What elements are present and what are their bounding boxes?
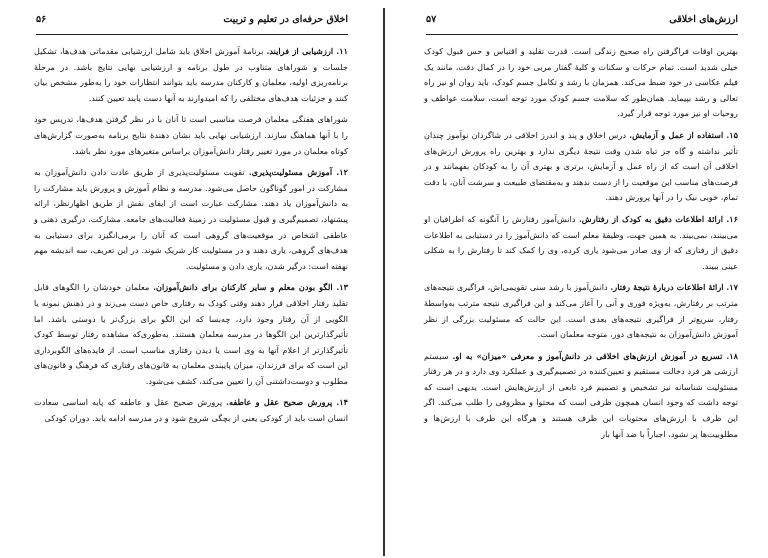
page-header xyxy=(426,14,738,32)
paragraph xyxy=(424,280,738,342)
page-header xyxy=(36,14,348,32)
paragraph-heading: تسریع در آموزش ارزش‌های اخلاقی در دانش‌آموز و معرفی «میزان» به او. xyxy=(452,350,723,361)
paragraph-number: ۱۱. xyxy=(336,46,348,56)
paragraph xyxy=(424,128,738,206)
body-text xyxy=(34,44,348,433)
paragraph-body: دانش‌آموز رفتارش را آنگونه که اطرافیان او می‌بینند، نمی‌بیند. به همین جهت، وظیفهٔ معلم است که دانش‌آموز را در دستیابی به اطلاعات دقیق از رفتاری که از وی صادر می‌شود یاری کرده، وی را کمک کند تا رفتارش را به شکلی عینی ببیند. xyxy=(424,213,738,271)
paragraph-heading: پرورش صحیح عقل و عاطفه. xyxy=(226,397,333,408)
paragraph-body: سیستم ارزشی هر فرد دخالت مستقیم و تعیین‌کننده در تصمیم‌گیری و عملکرد وی دارد و در هر رفتار مسئولیت شناسانه نیز تشخیص و تصمیم فرد تابعی از ارزش‌هایش است. بدیهی است که توجه داشت که وجود انسان همچون ظرفی است که محتوا و مظروفی را طلب می‌کند. اگر این ظرف با ارزش‌های محتویات این ظرف هستند و هرگاه این ظرف با ارزش‌ها و مطلوبیت‌ها پر نشود، اجباراً با ضد آنها بار xyxy=(424,350,738,439)
left-page xyxy=(0,0,378,558)
paragraph-body: پرورش صحیح عقل و عاطفه که پایه اساسی سعادت انسان است باید از کودکی یعنی از بچگی شروع شود و در مدرسه ادامه یابد. دوران کودکی xyxy=(34,397,348,424)
paragraph xyxy=(34,395,348,426)
header-rule xyxy=(36,34,348,35)
page-number: ۵۶ xyxy=(36,14,47,25)
book-gutter xyxy=(378,0,390,558)
paragraph-heading: ارائهٔ اطلاعات دربارهٔ نتیجهٔ رفتار. xyxy=(610,282,724,293)
paragraph xyxy=(34,112,348,159)
paragraph-number: ۱۸. xyxy=(726,350,739,361)
paragraph-body: بهترین اوقات فراگرفتن راه صحیح زندگی است. قدرت تقلید و اقتباس و حس قبول کودک خیلی شدید است. تمام حرکات و سکنات و کلیهٔ گفتار مربی خود را در کمال دقت، مانند یک فیلم عکاسی در خود ضبط می‌کند. همزمان با رشد و تکامل جسم کودک، باید روان او نیز راه تعالی و رشد بپیماید. همان‌طور که سلامت جسم کودک مورد توجه است، سلامت عواطف و روحیات او نیز مورد توجه قرار گیرد. xyxy=(424,46,738,119)
paragraph-number: ۱۲. xyxy=(336,167,349,178)
paragraph-number: ۱۷. xyxy=(726,282,739,293)
running-title: اخلاق حرفه‌ای در تعلیم و تربیت xyxy=(223,14,348,25)
gutter-line xyxy=(383,8,385,556)
paragraph xyxy=(34,44,348,106)
paragraph-heading: استفاده از عمل و آزمایش. xyxy=(629,129,724,140)
paragraph-body: برنامهٔ آموزش اخلاق باید شامل ارزشیابی مقدماتی هدف‌ها، تشکیل جلسات و شوراهای متناوب در طول برنامه و ارزشیابی نهایی نتایج باشد. در مرحلهٔ برنامه‌ریزی اولیه، معلمان و کارکنان مدرسه باید بتوانند انتظارات خود را به‌طور مشخص بیان کنند و جزئیات هدف‌های مختلفی را که امیدوارند به آنها دست یابند تعیین کنند. xyxy=(34,46,348,103)
paragraph-heading: الگو بودن معلم و سایر کارکنان برای دانش‌آموزان. xyxy=(153,282,333,293)
paragraph-body: شوراهای هفتگی معلمان فرصت مناسبی است تا آنان با در نظر گرفتن هدف‌ها، تدریس خود را با آنها هماهنگ سازند. ارزشیابی نهایی باید نشان دهندهٔ نتایج برنامه به‌صورت گزارش‌های کوتاه معلمان در مورد تغییر رفتار دانش‌آموزان براساس متغیرهای مورد نظر باشد. xyxy=(34,114,348,156)
paragraph xyxy=(424,349,738,443)
paragraph-heading: ارائهٔ اطلاعات دقیق به کودک از رفتارش. xyxy=(578,213,723,224)
running-title: ارزش‌های اخلاقی xyxy=(669,14,738,25)
body-text xyxy=(424,44,738,448)
header-rule xyxy=(426,34,738,35)
paragraph-body: دانش‌آموز با رشد سنی تقویمی‌اش، فراگیری نتیجه‌های مترتب بر رفتارش، به‌ویژه فوری و آنی را آغاز می‌کند و این فراگیری نتیجه مترتب به‌واسطهٔ رفتار، سریع‌تر از فراگیری نتیجه‌های بعدی است. این حالت که مسئولیت بزرگی از نظر آموزش دانش‌آموزان به نتیجه‌های دور، متوجه معلمان است. xyxy=(424,282,738,340)
paragraph-body: تقویت مسئولیت‌پذیری از طریق عادت دادن دانش‌آموزان به مشارکت در امور گوناگون حاصل می‌شود. مدرسه و نظام آموزش و پرورش باید مشارکت را به دانش‌آموزان یاد دهند. مشارکت عبارت است از ایفای نقش از طریق اظهارنظر، ارائه پیشنهاد، تصمیم‌گیری و قبول مسئولیت در زمینهٔ فعالیت‌های جامعه. مشارکت، درگیری ذهنی و عاطفی اشخاص در موقعیت‌های گروهی است که آنان را برمی‌انگیزد برای دستیابی به هدف‌های گروهی، یاری دهند و در مسئولیت کار شریک شوند. در این تعریف، سه اندیشه مهم نهفته است: درگیر شدن، یاری دادن و مسئولیت. xyxy=(34,167,348,271)
paragraph-body: درس اخلاق و پند و اندرز اخلاقی در شاگردان نوآموز چندان تأثیر نداشته و گاه جز تباه شدن وقت نتیجهٔ دیگری ندارد و بهترین راه پرورش ارزش‌های اخلاقی آن است که از راه عمل و آزمایش، برتری و بهتری آن را به کودکان بفهمانند و در فرصت‌های مناسب این موقعیت را از دست ندهند و به‌مقتضای طبیعت و سرشت آنان، با دقت تمام، خوبی نیک را در آنها پرورش دهند. xyxy=(424,129,738,203)
paragraph-number: ۱۵. xyxy=(726,129,738,140)
paragraph-number: ۱۶. xyxy=(726,213,738,224)
paragraph-body: معلمان خودشان را الگوهای قابل تقلید رفتار اخلاقی قرار دهند وقتی کودک به رفتاری خاص دست می‌زند و در ذهنش نمونه یا الگویی از آن رفتار وجود دارد، چه‌بسا که این الگو برای بزرگ‌تر یا دوستی باشد. اما تأثیرگذارترین این الگوها در مدرسه معلمان هستند. به‌طوری‌که مشاهده رفتار توسط کودک تأثیرگذارتر از اعلام آنها به وی است یا دیدن رفتاری مناسب است. از فایده‌های الگوبرداری این است که برای فرزندان، میزان پایبندی معلمان به قانون‌های رفتاری که فرهنگ و قانون‌های مطلوب و دوست‌داشتنی آن را تعیین می‌کند، کشف می‌شود. xyxy=(34,282,348,386)
paragraph xyxy=(424,212,738,274)
paragraph xyxy=(34,280,348,389)
paragraph-heading: آموزش مسئولیت‌پذیری. xyxy=(248,167,333,178)
page-number: ۵۷ xyxy=(426,14,437,25)
paragraph-number: ۱۴. xyxy=(336,397,348,408)
paragraph xyxy=(424,44,738,122)
paragraph-heading: ارزشیابی از فرایند. xyxy=(266,46,334,56)
paragraph xyxy=(34,165,348,274)
paragraph-number: ۱۳. xyxy=(336,282,348,293)
right-page xyxy=(390,0,768,558)
